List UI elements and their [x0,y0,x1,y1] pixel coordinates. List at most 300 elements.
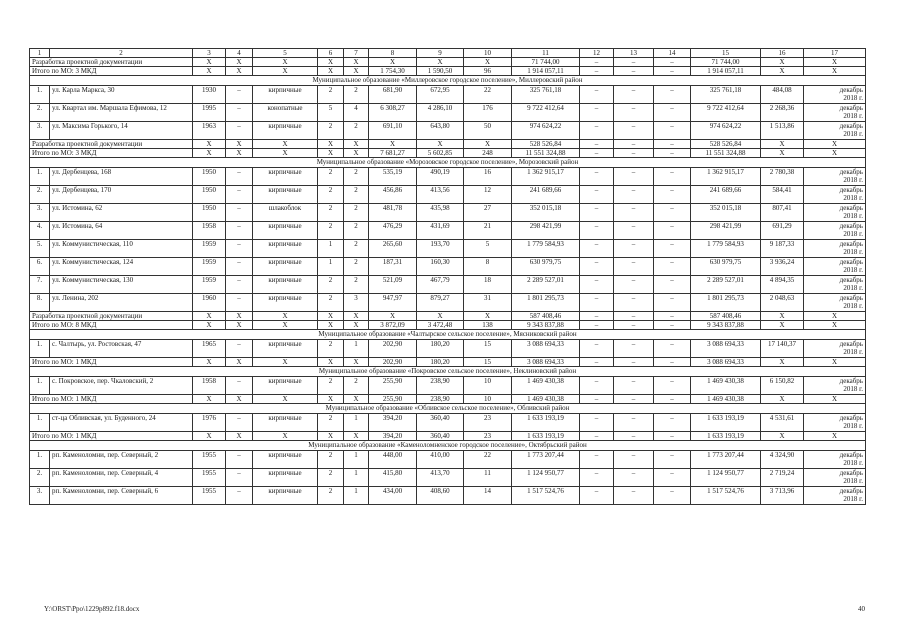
summary-cell: – [654,140,691,149]
summary-row [30,67,866,76]
table-cell: 4 286,10 [417,104,464,122]
table-cell: 1 773 207,44 [691,451,761,469]
summary-cell: X [253,321,318,330]
table-cell: – [654,258,691,276]
table-cell: – [226,276,253,294]
summary-cell: X [761,321,804,330]
summary-cell: X [804,358,866,367]
summary-cell: – [580,149,614,158]
summary-cell: 248 [464,149,512,158]
table-cell: 1958 [193,377,226,395]
summary-cell: – [580,321,614,330]
table-cell: 1 779 584,93 [512,240,580,258]
summary-row [30,432,866,441]
deadline-cell [804,340,866,358]
table-cell: 5 [464,240,512,258]
summary-cell: X [193,67,226,76]
column-number-cell: 10 [464,49,512,58]
table-row [30,168,866,186]
summary-cell: 15 [464,358,512,367]
summary-cell: X [344,140,369,149]
row-index: 3. [30,204,50,222]
row-index: 2. [30,104,50,122]
table-cell: 2 048,63 [761,294,804,312]
table-cell: 2 [344,276,369,294]
summary-row [30,149,866,158]
table-cell: кирпичные [253,276,318,294]
table-cell: 1955 [193,469,226,487]
table-cell: – [654,414,691,432]
table-cell: 238,90 [417,377,464,395]
summary-cell: X [193,395,226,404]
column-number-cell: 16 [761,49,804,58]
table-cell: – [226,451,253,469]
table-row [30,294,866,312]
table-cell: – [654,377,691,395]
summary-cell: 1 469 430,38 [512,395,580,404]
summary-cell: X [761,67,804,76]
table-cell: – [614,294,654,312]
summary-label: Итого по МО: 3 МКД [30,149,193,158]
summary-cell: X [226,395,253,404]
table-cell: – [580,122,614,140]
table-cell: 241 689,66 [691,186,761,204]
table-cell: 1 517 524,76 [691,487,761,505]
table-cell: кирпичные [253,222,318,240]
summary-cell: – [654,358,691,367]
row-index: 1. [30,168,50,186]
document-file-path: Y:\ORST\Ppo\1229p892.f18.docx [44,605,140,613]
table-cell: – [580,377,614,395]
table-cell: 1 362 915,17 [512,168,580,186]
summary-cell: 1 914 057,11 [512,67,580,76]
table-cell: 413,70 [417,469,464,487]
deadline-year: 2018 г. [843,130,863,138]
table-cell: 2 [344,240,369,258]
table-cell: 360,40 [417,414,464,432]
table-cell: 9 187,33 [761,240,804,258]
table-cell: – [226,240,253,258]
column-number-cell: 15 [691,49,761,58]
summary-cell: – [580,395,614,404]
table-cell: – [226,294,253,312]
table-cell: 241 689,66 [512,186,580,204]
table-cell: 1 801 295,73 [691,294,761,312]
table-cell: – [226,340,253,358]
table-cell: 4 894,35 [761,276,804,294]
table-cell: 4 [344,104,369,122]
column-number-cell: 14 [654,49,691,58]
summary-row [30,312,866,321]
table-row [30,204,866,222]
table-cell: – [226,104,253,122]
table-cell: 187,31 [369,258,417,276]
table-cell: 1 513,86 [761,122,804,140]
deadline-month: декабрь [839,122,863,130]
table-cell: 180,20 [417,340,464,358]
table-cell: 265,60 [369,240,417,258]
table-cell: 325 761,18 [691,86,761,104]
summary-cell: 1 754,30 [369,67,417,76]
table-cell: – [580,186,614,204]
table-cell: 17 140,37 [761,340,804,358]
summary-cell: X [318,395,344,404]
table-cell: 27 [464,204,512,222]
table-cell: – [614,487,654,505]
deadline-month: декабрь [839,487,863,495]
summary-cell: X [253,149,318,158]
table-cell: 2 [318,469,344,487]
deadline-year: 2018 г. [843,385,863,393]
deadline-month: декабрь [839,186,863,194]
row-index: 6. [30,258,50,276]
table-cell: кирпичные [253,469,318,487]
table-row [30,451,866,469]
table-cell: – [614,340,654,358]
table-cell: 974 624,22 [691,122,761,140]
table-cell: кирпичные [253,186,318,204]
table-cell: – [614,276,654,294]
summary-cell: 11 551 324,88 [691,149,761,158]
table-cell: 8 [464,258,512,276]
summary-cell: 9 343 837,88 [691,321,761,330]
table-cell: – [580,104,614,122]
municipality-title: Муниципальное образование «Морозовское городское поселение», Морозовский район [30,158,866,168]
table-cell: 2 [318,186,344,204]
table-cell: 584,41 [761,186,804,204]
table-cell: 1 124 950,77 [512,469,580,487]
table-cell: 1 469 430,38 [691,377,761,395]
summary-cell: X [226,358,253,367]
table-cell: 643,80 [417,122,464,140]
table-cell: – [580,451,614,469]
table-cell: – [654,240,691,258]
summary-cell: X [464,140,512,149]
table-cell: 1 801 295,73 [512,294,580,312]
summary-cell: X [417,58,464,67]
table-cell: – [580,276,614,294]
column-number-cell: 5 [253,49,318,58]
summary-cell: X [417,140,464,149]
summary-cell: – [654,312,691,321]
table-cell: 1 [344,414,369,432]
deadline-year: 2018 г. [843,284,863,292]
column-number-cell: 7 [344,49,369,58]
table-cell: 1 124 950,77 [691,469,761,487]
table-cell: 1 [318,258,344,276]
table-cell: – [226,168,253,186]
address-cell: ул. Дербенцева, 170 [50,186,193,204]
table-cell: 50 [464,122,512,140]
table-cell: – [654,469,691,487]
summary-cell: X [318,67,344,76]
summary-cell: – [580,140,614,149]
summary-cell: X [193,149,226,158]
table-cell: 5 [318,104,344,122]
municipality-title: Муниципальное образование «Чалтырское сельское поселение», Мясниковский район [30,330,866,340]
summary-cell: X [804,321,866,330]
table-cell: – [580,86,614,104]
summary-cell: 71 744,00 [691,58,761,67]
table-cell: 352 015,18 [691,204,761,222]
table-cell: 448,00 [369,451,417,469]
row-index: 3. [30,122,50,140]
table-cell: 408,60 [417,487,464,505]
table-cell: 2 [318,414,344,432]
table-cell: кирпичные [253,487,318,505]
table-cell: 435,98 [417,204,464,222]
table-cell: 1 [318,240,344,258]
table-cell: 1960 [193,294,226,312]
summary-cell: X [193,140,226,149]
table-cell: 3 [344,294,369,312]
table-row [30,240,866,258]
page-number: 40 [858,605,865,613]
summary-cell: 5 602,85 [417,149,464,158]
summary-cell: – [580,58,614,67]
table-cell: – [580,204,614,222]
column-number-cell: 9 [417,49,464,58]
address-cell: ул. Коммунистическая, 124 [50,258,193,276]
summary-cell: X [226,149,253,158]
summary-cell: X [804,432,866,441]
table-cell: кирпичные [253,86,318,104]
table-cell: 394,20 [369,414,417,432]
deadline-month: декабрь [839,168,863,176]
summary-cell: 9 343 837,88 [512,321,580,330]
summary-cell: X [318,312,344,321]
summary-cell: 1 469 430,38 [691,395,761,404]
summary-cell: X [761,149,804,158]
row-index: 4. [30,222,50,240]
table-row [30,122,866,140]
summary-label: Итого по МО: 3 МКД [30,67,193,76]
summary-cell: X [344,58,369,67]
summary-cell: X [193,321,226,330]
address-cell: ул. Квартал им. Маршала Ефимова, 12 [50,104,193,122]
summary-cell: X [761,395,804,404]
summary-cell: 3 872,09 [369,321,417,330]
table-cell: 456,86 [369,186,417,204]
table-cell: 1 [344,469,369,487]
table-cell: 193,70 [417,240,464,258]
deadline-year: 2018 г. [843,230,863,238]
table-cell: кирпичные [253,240,318,258]
summary-cell: X [318,358,344,367]
row-index: 1. [30,377,50,395]
summary-cell: 528 526,84 [512,140,580,149]
summary-cell: X [344,321,369,330]
summary-cell: 394,20 [369,432,417,441]
summary-cell: 7 681,27 [369,149,417,158]
deadline-month: декабрь [839,240,863,248]
table-cell: 1965 [193,340,226,358]
address-cell: ул. Карла Маркса, 30 [50,86,193,104]
summary-label: Разработка проектной документации [30,312,193,321]
table-cell: – [580,469,614,487]
summary-label: Итого по МО: 1 МКД [30,432,193,441]
summary-cell: X [464,58,512,67]
deadline-cell [804,276,866,294]
summary-cell: – [614,321,654,330]
table-cell: 15 [464,340,512,358]
table-cell: 3 936,24 [761,258,804,276]
summary-cell: – [580,432,614,441]
summary-cell: X [417,312,464,321]
capital-repair-table [29,48,866,505]
table-cell: – [226,414,253,432]
table-cell: – [614,451,654,469]
table-cell: – [580,222,614,240]
table-cell: кирпичные [253,168,318,186]
row-index: 1. [30,340,50,358]
table-cell: 1 [344,487,369,505]
table-cell: 1 773 207,44 [512,451,580,469]
table-cell: 1 633 193,19 [512,414,580,432]
summary-cell: – [654,149,691,158]
summary-cell: 255,90 [369,395,417,404]
summary-cell: 10 [464,395,512,404]
table-cell: 21 [464,222,512,240]
table-cell: 1959 [193,240,226,258]
deadline-month: декабрь [839,469,863,477]
table-cell: – [580,294,614,312]
table-cell: 1976 [193,414,226,432]
section-header-row [30,367,866,377]
municipality-title: Муниципальное образование «Каменоломненское городское поселение», Октябрьский район [30,441,866,451]
summary-cell: X [344,358,369,367]
table-cell: 255,90 [369,377,417,395]
table-cell: – [226,258,253,276]
table-cell: 176 [464,104,512,122]
deadline-year: 2018 г. [843,302,863,310]
row-index: 5. [30,240,50,258]
table-cell: 1959 [193,276,226,294]
section-header-row [30,441,866,451]
table-cell: 298 421,99 [512,222,580,240]
summary-cell: X [193,58,226,67]
table-row [30,104,866,122]
summary-cell: 1 914 057,11 [691,67,761,76]
table-row [30,340,866,358]
table-cell: 1955 [193,487,226,505]
summary-row [30,395,866,404]
deadline-year: 2018 г. [843,477,863,485]
table-cell: 1 [344,340,369,358]
summary-cell: – [654,67,691,76]
summary-cell: X [253,67,318,76]
summary-cell: X [761,358,804,367]
deadline-year: 2018 г. [843,266,863,274]
table-cell: – [614,377,654,395]
summary-cell: X [226,312,253,321]
summary-cell: 1 633 193,19 [691,432,761,441]
summary-cell: 11 551 324,88 [512,149,580,158]
table-cell: 481,78 [369,204,417,222]
table-cell: – [580,487,614,505]
summary-cell: X [804,140,866,149]
table-cell: – [226,487,253,505]
table-cell: 2 [344,204,369,222]
deadline-month: декабрь [839,377,863,385]
table-row [30,377,866,395]
summary-cell: 96 [464,67,512,76]
deadline-cell [804,168,866,186]
table-cell: – [654,294,691,312]
summary-label: Итого по МО: 1 МКД [30,358,193,367]
table-row [30,86,866,104]
summary-cell: – [580,358,614,367]
address-cell: рп. Каменоломни, пер. Северный, 2 [50,451,193,469]
deadline-cell [804,469,866,487]
table-cell: 31 [464,294,512,312]
table-cell: – [226,377,253,395]
summary-cell: 587 408,46 [512,312,580,321]
table-cell: 4 324,90 [761,451,804,469]
column-number-cell: 4 [226,49,253,58]
table-cell: 467,79 [417,276,464,294]
summary-cell: – [614,358,654,367]
deadline-month: декабрь [839,276,863,284]
table-cell: кирпичные [253,122,318,140]
deadline-year: 2018 г. [843,212,863,220]
table-cell: 2 [318,340,344,358]
summary-cell: X [253,395,318,404]
table-cell: – [226,122,253,140]
table-cell: – [654,222,691,240]
table-cell: 2 [344,186,369,204]
table-cell: 11 [464,469,512,487]
table-cell: 476,29 [369,222,417,240]
row-index: 1. [30,86,50,104]
summary-cell: – [654,321,691,330]
table-cell: 807,41 [761,204,804,222]
summary-cell: – [614,395,654,404]
table-cell: 2 780,38 [761,168,804,186]
summary-cell: X [318,58,344,67]
table-cell: 1 469 430,38 [512,377,580,395]
summary-cell: X [464,312,512,321]
table-cell: – [614,258,654,276]
table-cell: 2 [344,258,369,276]
section-header-row [30,76,866,86]
column-number-cell: 12 [580,49,614,58]
table-cell: 22 [464,451,512,469]
table-cell: 1 633 193,19 [691,414,761,432]
table-cell: 974 624,22 [512,122,580,140]
table-cell: – [614,122,654,140]
summary-cell: X [193,432,226,441]
table-cell: 202,90 [369,340,417,358]
summary-cell: 23 [464,432,512,441]
deadline-month: декабрь [839,204,863,212]
table-cell: 630 979,75 [512,258,580,276]
row-index: 1. [30,414,50,432]
deadline-month: декабрь [839,414,863,422]
table-cell: 2 [318,122,344,140]
table-row [30,276,866,294]
table-cell: – [654,104,691,122]
table-cell: кирпичные [253,414,318,432]
summary-cell: X [804,67,866,76]
summary-label: Разработка проектной документации [30,140,193,149]
table-cell: 1950 [193,168,226,186]
table-cell: кирпичные [253,340,318,358]
deadline-cell [804,414,866,432]
table-cell: кирпичные [253,451,318,469]
address-cell: ул. Максима Горького, 14 [50,122,193,140]
table-cell: 2 [318,204,344,222]
